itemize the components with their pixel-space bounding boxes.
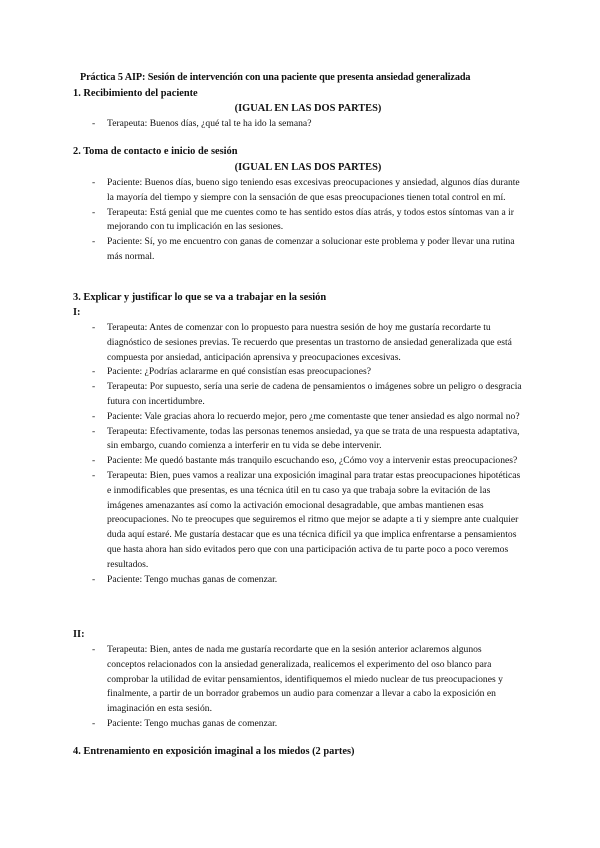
list-item: - Terapeuta: Bien, pues vamos a realizar una exposición imaginal para tratar estas preocupaciones hipotéticas e inmodificables que presentas, es una técnica útil en tu caso ya que trabaja sobre la evitación de las imágenes amenazantes así como la activación emocional desagradable, que ambas mantienen esas preocupaciones. No te preocupes que seguiremos el ritmo que mejor se adapte a ti y siempre ante cualquier duda aquí estaré. Me gustaría destacar que es una técnica difícil ya que implica enfrentarse a pensamientos que hasta ahora han sido evitados pero que con una participación activa de tu parte poco a poco veremos resultados. [92,469,521,570]
part-1-label: I: [73,307,81,318]
list-item: - Paciente: Me quedó bastante más tranquilo escuchando eso, ¿Cómo voy a intervenir estas preocupaciones? [92,454,522,469]
section-3-heading: 3. Explicar y justificar lo que se va a trabajar en la sesión [73,292,327,303]
section-2-note: (IGUAL EN LAS DOS PARTES) [234,162,382,173]
list-item: - Paciente: Tengo muchas ganas de comenzar. [92,717,522,732]
dash-bullet: - [92,425,96,437]
list-item: - Paciente: Vale gracias ahora lo recuerdo mejor, pero ¿me comentaste que tener ansiedad es algo normal no? [92,410,522,425]
part-1-list [92,321,522,587]
section-4-heading: 4. Entrenamiento en exposición imaginal a los miedos (2 partes) [73,746,355,757]
list-item: - Terapeuta: Buenos días, ¿qué tal te ha ido la semana? [92,117,522,132]
dash-bullet: - [92,381,96,393]
list-item: - Terapeuta: Antes de comenzar con lo propuesto para nuestra sesión de hoy me gustaría recordarte tu diagnóstico de sesiones previas. Te recuerdo que presentas un trastorno de ansiedad generalizada que está compuesta por ansiedad, anticipación aprensiva y preocupaciones excesivas. [92,322,512,363]
list-item: - Terapeuta: Está genial que me cuentes como te has sentido estos días atrás, y todos estos síntomas van a ir mejorando con tu implicación en las sesiones. [92,206,514,233]
list-item: - Paciente: Tengo muchas ganas de comenzar. [92,573,522,588]
section-2-list [92,176,522,265]
list-item: - Paciente: Sí, yo me encuentro con ganas de comenzar a solucionar este problema y poder llevar una rutina más normal. [92,236,515,262]
section-1-list [92,117,522,132]
dash-bullet: - [92,644,96,655]
section-1-heading: 1. Recibimiento del paciente [73,88,198,99]
list-item: - Terapeuta: Efectivamente, todas las personas tenemos ansiedad, ya que se trata de una respuesta adaptativa, sin embargo, cuando comienza a interferir en tu vida se debe intervenir. [92,425,520,452]
section-1-note: (IGUAL EN LAS DOS PARTES) [234,103,382,114]
dash-bullet: - [92,573,96,585]
list-item: - Terapeuta: Bien, antes de nada me gustaría recordarte que en la sesión anterior aclaremos algunos conceptos relacionados con la ansiedad generalizada, realicemos el experimento del oso blanco para comprobar la utilidad de evitar pensamientos, identifiquemos el miedo nuclear de tus preocupaciones y finalmente, a partir de un borrador grabemos un audio para comenzar a llevar a cabo la exposición en imaginación en esta sesión. [92,644,503,715]
part-2-list [92,643,522,732]
dash-bullet: - [92,177,96,188]
dash-bullet: - [92,455,96,467]
dash-bullet: - [92,410,96,422]
list-item: - Paciente: Buenos días, bueno sigo teniendo esas excesivas preocupaciones y ansiedad, algunos días durante la mayoría del tiempo y siempre con la sensación de que esas preocupaciones tienen total control en mí. [92,177,520,203]
dash-bullet: - [92,206,96,218]
dash-bullet: - [92,118,96,129]
dash-bullet: - [92,322,96,333]
list-item: - Terapeuta: Por supuesto, sería una serie de cadena de pensamientos o imágenes sobre un peligro o desgracia futura con incertidumbre. [92,381,522,407]
dash-bullet: - [92,469,96,481]
section-2-heading: 2. Toma de contacto e inicio de sesión [73,146,238,157]
document-title: Práctica 5 AIP: Sesión de intervención con una paciente que presenta ansiedad generalizada [80,72,471,83]
dash-bullet: - [92,717,96,729]
dash-bullet: - [92,236,96,248]
part-2-label: II: [73,629,85,640]
dash-bullet: - [92,366,96,378]
list-item: - Paciente: ¿Podrías aclararme en qué consistían esas preocupaciones? [92,365,522,380]
